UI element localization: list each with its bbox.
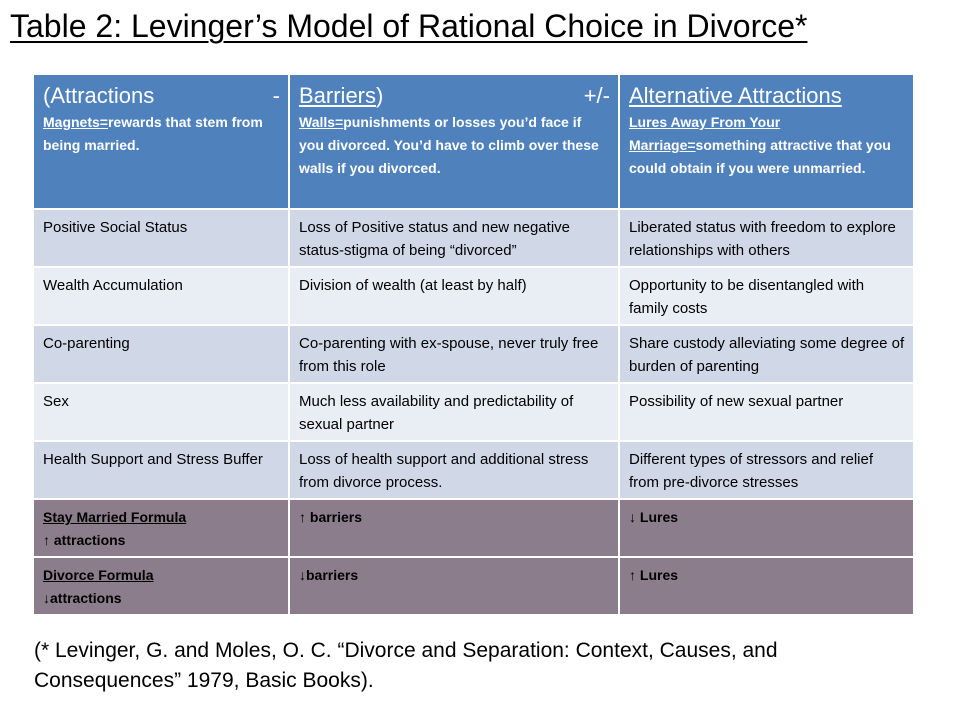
table-cell: Possibility of new sexual partner <box>619 383 914 441</box>
table-row <box>33 325 914 383</box>
header-label: Alternative Attractions <box>629 83 842 108</box>
header-sign: +/- <box>583 83 610 108</box>
header-term: Walls= <box>299 114 344 130</box>
header-barriers <box>289 74 619 209</box>
table-cell: Division of wealth (at least by half) <box>289 267 619 325</box>
table-cell: Loss of Positive status and new negative status-stigma of being “divorced” <box>289 209 619 267</box>
table-header-row <box>33 74 914 209</box>
header-attractions <box>33 74 289 209</box>
formula-lures: ↑ Lures <box>619 557 914 615</box>
table-cell: Co-parenting with ex-spouse, never truly free from this role <box>289 325 619 383</box>
table-cell: Share custody alleviating some degree of burden of parenting <box>619 325 914 383</box>
table-row <box>33 209 914 267</box>
header-term: Magnets= <box>43 114 108 130</box>
formula-row-stay-married <box>33 499 914 557</box>
header-desc: rewards that stem from being married. <box>43 114 263 153</box>
table-cell: Health Support and Stress Buffer <box>33 441 289 499</box>
formula-row-divorce <box>33 557 914 615</box>
header-alternative-attractions <box>619 74 914 209</box>
header-label: Barriers) <box>299 83 384 108</box>
header-desc: something attractive that you could obtain if you were unmarried. <box>629 137 891 176</box>
header-term: Lures Away From Your Marriage= <box>629 114 781 153</box>
header-desc: punishments or losses you’d face if you divorced. You’d have to climb over these walls if you divorced. <box>299 114 599 176</box>
table-cell: Sex <box>33 383 289 441</box>
formula-name: Divorce Formula <box>43 567 154 583</box>
page-title: Table 2: Levinger’s Model of Rational Choice in Divorce* <box>10 8 808 44</box>
table-row <box>33 441 914 499</box>
table-row <box>33 383 914 441</box>
table-row <box>33 267 914 325</box>
table-cell: Positive Social Status <box>33 209 289 267</box>
table-cell: Wealth Accumulation <box>33 267 289 325</box>
header-sign: - <box>272 83 280 108</box>
table-cell: Co-parenting <box>33 325 289 383</box>
formula-attractions: ↓attractions <box>43 590 122 606</box>
citation: (* Levinger, G. and Moles, O. C. “Divorce and Separation: Context, Causes, and Consequences” 1979, Basic Books). <box>34 639 778 692</box>
table-cell: Opportunity to be disentangled with family costs <box>619 267 914 325</box>
formula-barriers: ↑ barriers <box>289 499 619 557</box>
formula-cell <box>33 499 289 557</box>
table-cell: Much less availability and predictability of sexual partner <box>289 383 619 441</box>
table-cell: Liberated status with freedom to explore relationships with others <box>619 209 914 267</box>
header-label: (Attractions <box>43 83 155 108</box>
table-cell: Different types of stressors and relief from pre-divorce stresses <box>619 441 914 499</box>
formula-name: Stay Married Formula <box>43 509 187 525</box>
levinger-model-table <box>32 73 915 616</box>
formula-attractions: ↑ attractions <box>43 532 126 548</box>
table-cell: Loss of health support and additional stress from divorce process. <box>289 441 619 499</box>
formula-lures: ↓ Lures <box>619 499 914 557</box>
formula-barriers: ↓barriers <box>289 557 619 615</box>
formula-cell <box>33 557 289 615</box>
